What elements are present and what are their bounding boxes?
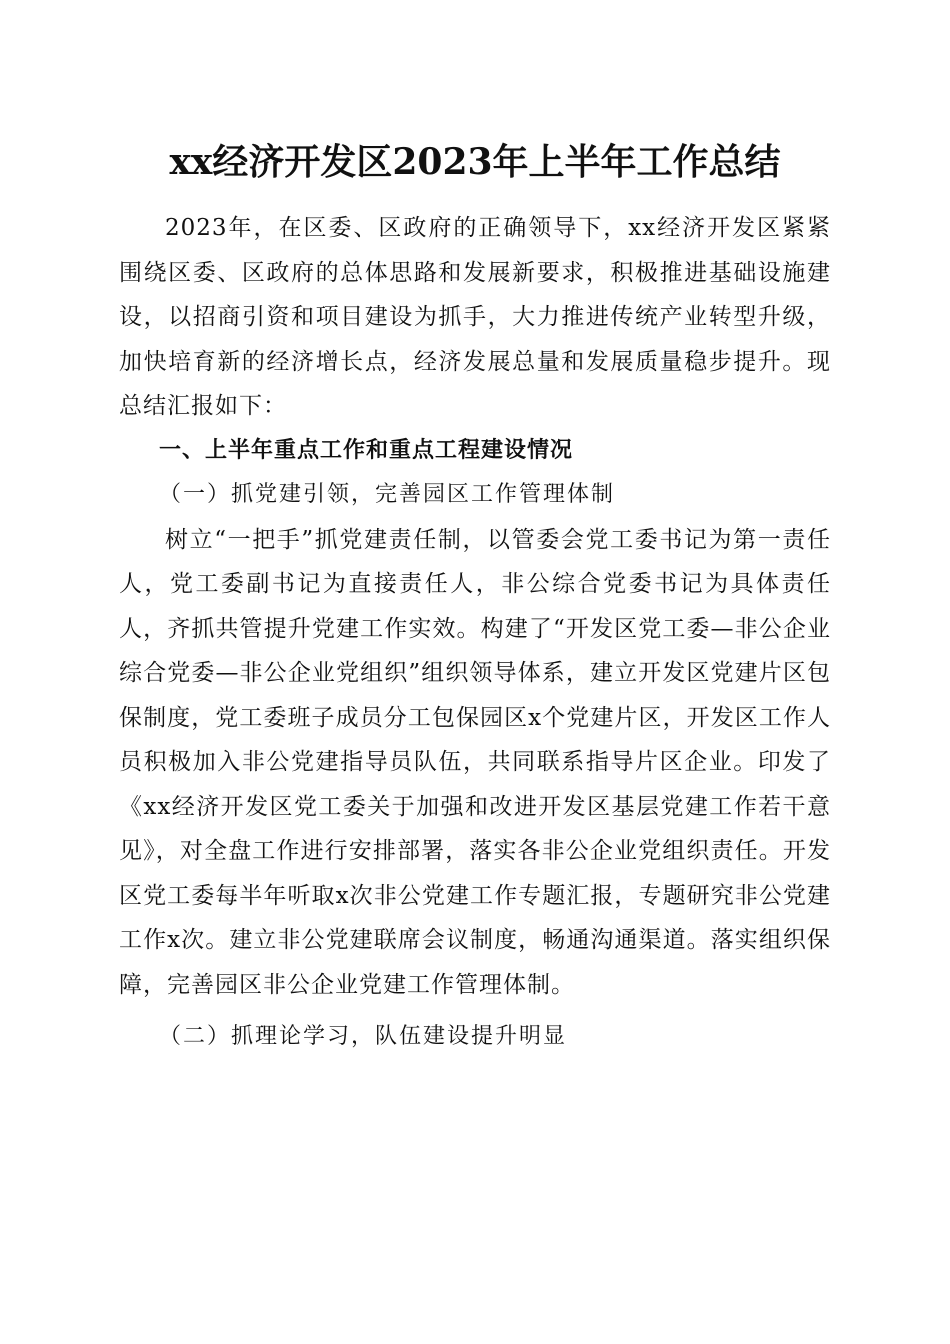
intro-paragraph: 2023年，在区委、区政府的正确领导下，xx经济开发区紧紧围绕区委、区政府的总体思路和发展新要求，积极推进基础设施建设，以招商引资和项目建设为抓手，大力推进传统产业转型升级，加快培育新的经济增长点，经济发展总量和发展质量稳步提升。现总结汇报如下：: [119, 215, 831, 419]
subsection-1-paragraph: 树立“一把手”抓党建责任制，以管委会党工委书记为第一责任人，党工委副书记为直接责任人，非公综合党委书记为具体责任人，齐抓共管提升党建工作实效。构建了“开发区党工委—非公企业综合党委—非公企业党组织”组织领导体系，建立开发区党建片区包保制度，党工委班子成员分工包保园区x个党建片区，开发区工作人员积极加入非公党建指导员队伍，共同联系指导片区企业。印发了《xx经济开发区党工委关于加强和改进开发区基层党建工作若干意见》，对全盘工作进行安排部署，落实各非公企业党组织责任。开发区党工委每半年听取x次非公党建工作专题汇报，专题研究非公党建工作x次。建立非公党建联席会议制度，畅通沟通渠道。落实组织保障，完善园区非公企业党建工作管理体制。: [119, 526, 831, 998]
section-heading-1: 一、上半年重点工作和重点工程建设情况: [159, 437, 574, 463]
document-title: xx经济开发区2023年上半年工作总结: [169, 141, 781, 183]
subsection-heading-2: （二）抓理论学习，队伍建设提升明显: [159, 1024, 568, 1049]
document-body: [119, 206, 831, 1060]
subsection-heading-1: （一）抓党建引领，完善园区工作管理体制: [159, 482, 616, 507]
